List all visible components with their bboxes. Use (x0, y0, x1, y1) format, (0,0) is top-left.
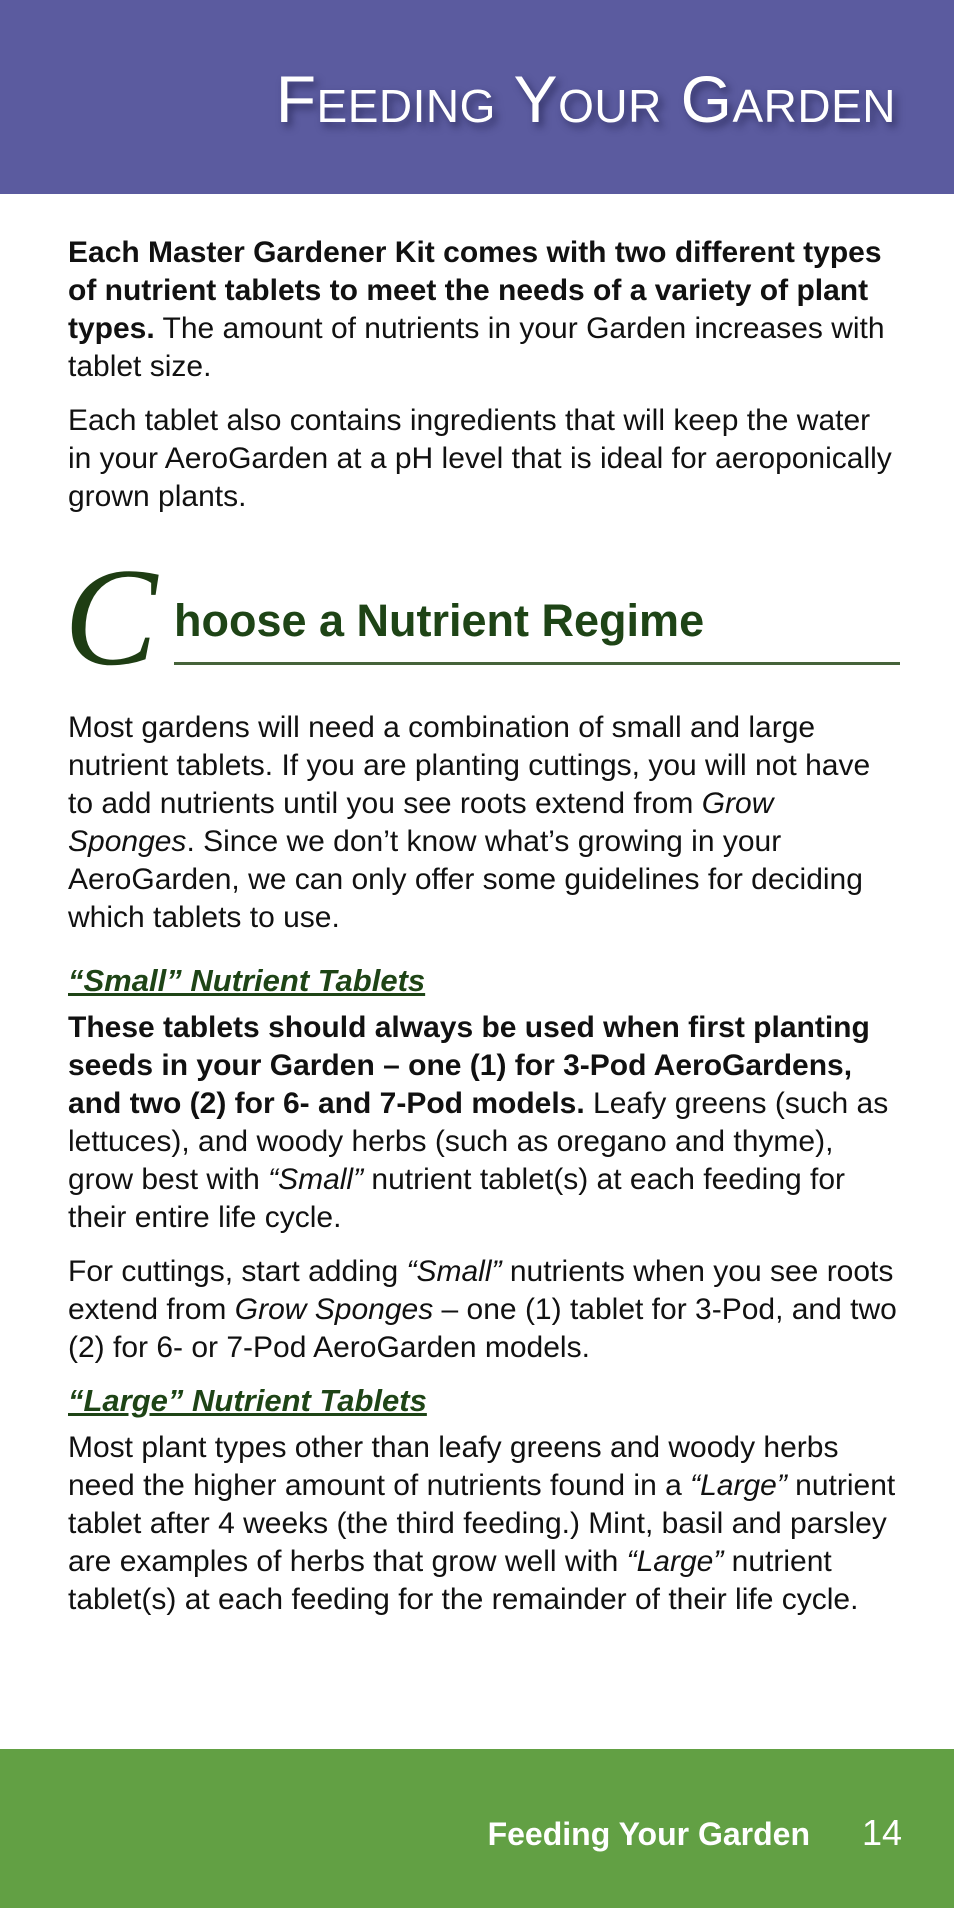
section-heading-text: hoose a Nutrient Regime (174, 595, 705, 646)
large-italic-2: “Large” (626, 1545, 724, 1578)
small-text-a: Leafy greens (such as lettuces), and woody herbs (such as oregano and thyme), grow best with (68, 1087, 889, 1196)
heading-underline-rule (174, 662, 900, 665)
section-text-a: Most gardens will need a combination of small and large nutrient tablets. If you are planting cuttings, you will not have to add nutrients until you see roots extend from (68, 711, 871, 820)
page-title: Feeding Your Garden (275, 62, 896, 136)
large-text-c: nutrient tablet(s) at each feeding for the remainder of their life cycle. (68, 1545, 859, 1616)
section-italic-text: Grow Sponges (68, 787, 774, 858)
small-p2-italic-1: “Small” (406, 1255, 502, 1288)
small-tablets-paragraph-2 (68, 1253, 898, 1367)
small-text-b: nutrient tablet(s) at each feeding for their entire life cycle. (68, 1163, 846, 1234)
intro-text: The amount of nutrients in your Garden increases with tablet size. (68, 312, 885, 383)
header-band (0, 0, 954, 194)
small-p2-text-c: – one (1) tablet for 3-Pod, and two (2) for 6- or 7-Pod AeroGarden models. (68, 1293, 897, 1364)
large-tablets-paragraph (68, 1429, 898, 1619)
page-number: 14 (861, 1812, 902, 1853)
small-p2-text-b: nutrients when you see roots extend from (68, 1255, 894, 1326)
intro-paragraph-2: Each tablet also contains ingredients that will keep the water in your AeroGarden at a pH level that is ideal for aeroponically grown plants. (68, 404, 892, 513)
footer-section-label: Feeding Your Garden (487, 1816, 810, 1852)
large-italic-1: “Large” (690, 1469, 787, 1502)
small-bold-text: These tablets should always be used when first planting seeds in your Garden – one (1) for 3-Pod AeroGardens, and two (2) for 6- and 7-Pod models. (68, 1011, 870, 1120)
section-text-b: . Since we don’t know what’s growing in your AeroGarden, we can only offer some guidelines for deciding which tablets to use. (68, 825, 863, 934)
large-tablets-heading: “Large” Nutrient Tablets (68, 1383, 427, 1418)
intro-paragraph-1 (68, 234, 898, 386)
small-tablets-paragraph-1 (68, 1009, 898, 1237)
large-text-a: Most plant types other than leafy greens and woody herbs need the higher amount of nutrients found in a (68, 1431, 839, 1502)
main-content (64, 234, 898, 1619)
small-p2-text-a: For cuttings, start adding (68, 1255, 407, 1288)
small-italic-text: “Small” (268, 1163, 364, 1196)
small-tablets-heading: “Small” Nutrient Tablets (68, 963, 426, 998)
drop-cap-letter: C (64, 540, 158, 695)
section-heading (64, 540, 898, 695)
intro-bold-text: Each Master Gardener Kit comes with two different types of nutrient tablets to meet the needs of a variety of plant types. (68, 236, 882, 345)
section-paragraph (68, 709, 898, 937)
large-text-b: nutrient tablet after 4 weeks (the third feeding.) Mint, basil and parsley are examples of herbs that grow well with (68, 1469, 896, 1578)
small-p2-italic-2: Grow Sponges (234, 1293, 434, 1326)
footer-band (0, 1749, 954, 1908)
